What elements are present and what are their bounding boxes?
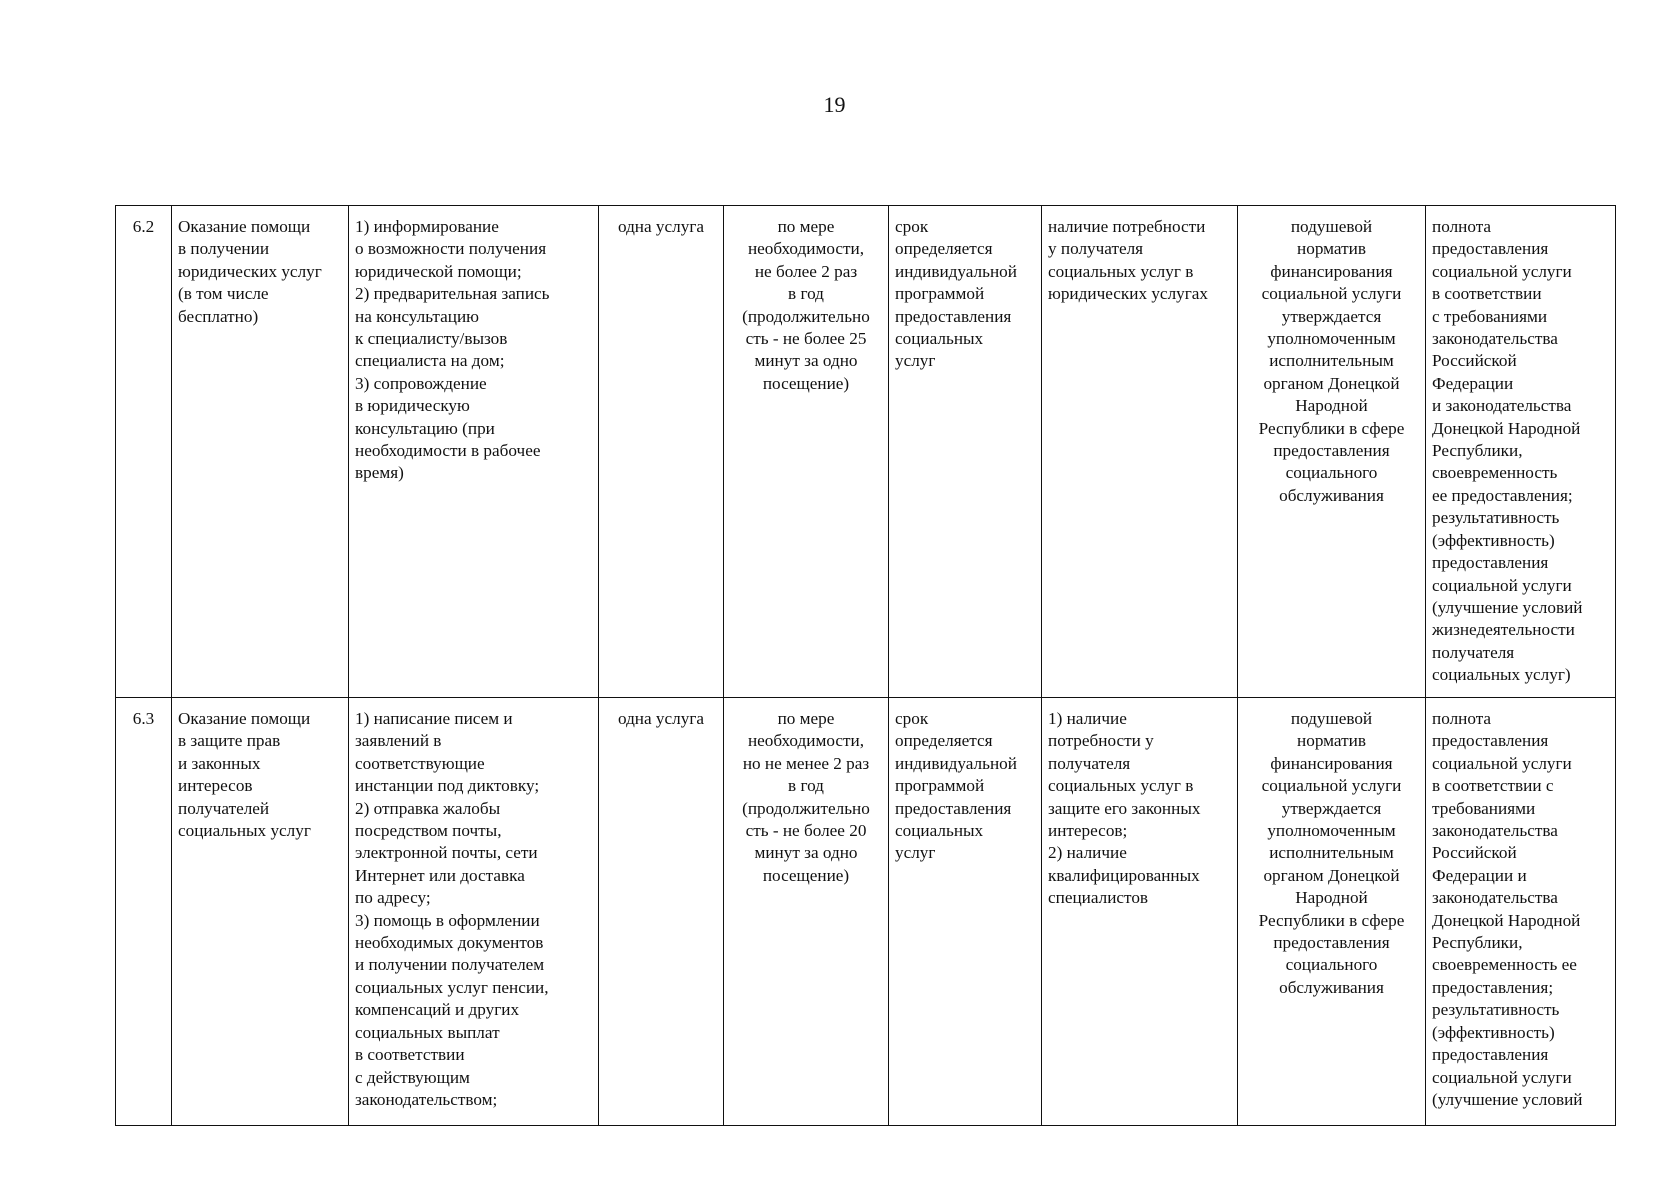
service-quality: полнота предоставления социальной услуги в соответствии с требованиями законодательства Российской Федерации и законодательства Донецкой Народной Республики, своевременность ее предоставления; результативность (эффективность) предоставления социальной услуги (улучшение условий xyxy=(1426,698,1616,1126)
service-conditions: наличие потребности у получателя социальных услуг в юридических услугах xyxy=(1042,206,1238,698)
service-norm: подушевой норматив финансирования социальной услуги утверждается уполномоченным исполнительным органом Донецкой Народной Республики в сфере предоставления социального обслуживания xyxy=(1238,206,1426,698)
service-frequency: по мере необходимости, но не менее 2 раз в год (продолжительно сть - не более 20 минут за одно посещение) xyxy=(724,698,889,1126)
row-number: 6.2 xyxy=(116,206,172,698)
services-table xyxy=(115,205,1616,1126)
service-quality: полнота предоставления социальной услуги в соответствии с требованиями законодательства Российской Федерации и законодательства Донецкой Народной Республики, своевременность ее предоставления; результативность (эффективность) предоставления социальной услуги (улучшение условий жизнедеятельности получателя социальных услуг) xyxy=(1426,206,1616,698)
service-frequency: по мере необходимости, не более 2 раз в год (продолжительно сть - не более 25 минут за одно посещение) xyxy=(724,206,889,698)
row-number: 6.3 xyxy=(116,698,172,1126)
service-unit: одна услуга xyxy=(599,698,724,1126)
service-name: Оказание помощи в защите прав и законных интересов получателей социальных услуг xyxy=(172,698,349,1126)
page-number: 19 xyxy=(823,92,846,117)
service-norm: подушевой норматив финансирования социальной услуги утверждается уполномоченным исполнительным органом Донецкой Народной Республики в сфере предоставления социального обслуживания xyxy=(1238,698,1426,1126)
service-content: 1) написание писем и заявлений в соответствующие инстанции под диктовку; 2) отправка жалобы посредством почты, электронной почты, сети Интернет или доставка по адресу; 3) помощь в оформлении необходимых документов и получении получателем социальных услуг пенсии, компенсаций и других социальных выплат в соответствии с действующим законодательством; xyxy=(349,698,599,1126)
service-conditions: 1) наличие потребности у получателя социальных услуг в защите его законных интересов; 2) наличие квалифицированных специалистов xyxy=(1042,698,1238,1126)
service-content: 1) информирование о возможности получения юридической помощи; 2) предварительная запись на консультацию к специалисту/вызов специалиста на дом; 3) сопровождение в юридическую консультацию (при необходимости в рабочее время) xyxy=(349,206,599,698)
service-term: срок определяется индивидуальной программой предоставления социальных услуг xyxy=(889,206,1042,698)
service-term: срок определяется индивидуальной программой предоставления социальных услуг xyxy=(889,698,1042,1126)
service-name: Оказание помощи в получении юридических услуг (в том числе бесплатно) xyxy=(172,206,349,698)
table-row xyxy=(116,206,1616,698)
service-unit: одна услуга xyxy=(599,206,724,698)
table-row xyxy=(116,698,1616,1126)
